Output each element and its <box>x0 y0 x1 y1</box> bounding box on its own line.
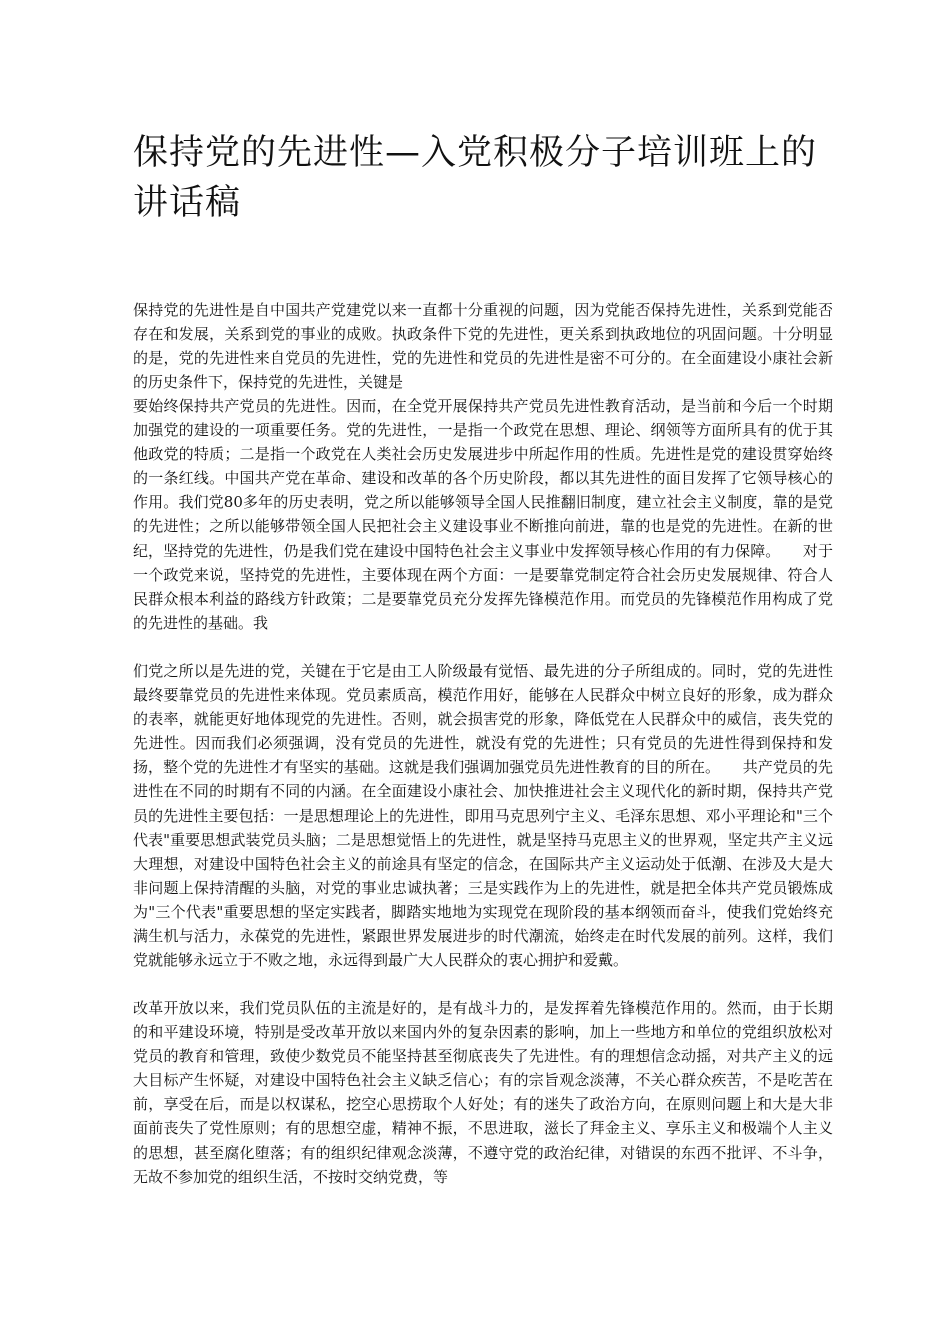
paragraph-1: 保持党的先进性是自中国共产党建党以来一直都十分重视的问题，因为党能否保持先进性，关系到党能否存在和发展，关系到党的事业的成败。执政条件下党的先进性，更关系到执政地位的巩固问题。十分明显的是，党的先进性来自党员的先进性，党的先进性和党员的先进性是密不可分的。在全面建设小康社会新的历史条件下，保持党的先进性，关键是 <box>133 301 833 392</box>
paragraph-3: 们党之所以是先进的党，关键在于它是由工人阶级最有觉悟、最先进的分子所组成的。同时，党的先进性最终要靠党员的先进性来体现。党员素质高，模范作用好，能够在人民群众中树立良好的形象，成为群众的表率，就能更好地体现党的先进性。否则，就会损害党的形象，降低党在人民群众中的威信，丧失党的先进性。因而我们必须强调，没有党员的先进性，就没有党的先进性；只有党员的先进性得到保持和发扬，整个党的先进性才有坚实的基础。这就是我们强调加强党员先进性教育的目的所在。 共产党员的先进性在不同的时期有不同的内涵。在全面建设小康社会、加快推进社会主义现代化的新时期，保持共产党员的先进性主要包括：一是思想理论上的先进性，即用马克思列宁主义、毛泽东思想、邓小平理论和"三个代表"重要思想武装党员头脑；二是思想觉悟上的先进性，就是坚持马克思主义的世界观，坚定共产主义远大理想，对建设中国特色社会主义的前途具有坚定的信念，在国际共产主义运动处于低潮、在涉及大是大非问题上保持清醒的头脑，对党的事业忠诚执著；三是实践作为上的先进性，就是把全体共产党员锻炼成为"三个代表"重要思想的坚定实践者，脚踏实地地为实现党在现阶段的基本纲领而奋斗，使我们党始终充满生机与活力，永葆党的先进性，紧跟世界发展进步的时代潮流，始终走在时代发展的前列。这样，我们党就能够永远立于不败之地，永远得到最广大人民群众的衷心拥护和爱戴。 <box>133 662 833 970</box>
paragraph-2: 要始终保持共产党员的先进性。因而，在全党开展保持共产党员先进性教育活动，是当前和今后一个时期加强党的建设的一项重要任务。党的先进性，一是指一个政党在思想、理论、纲领等方面所具有的优于其他政党的特质；二是指一个政党在人类社会历史发展进步中所起作用的性质。先进性是党的建设贯穿始终的一条红线。中国共产党在革命、建设和改革的各个历史阶段，都以其先进性的面目发挥了它领导核心的作用。我们党80多年的历史表明，党之所以能够领导全国人民推翻旧制度，建立社会主义制度，靠的是党的先进性；之所以能够带领全国人民把社会主义建设事业不断推向前进，靠的也是党的先进性。在新的世纪，坚持党的先进性，仍是我们党在建设中国特色社会主义事业中发挥领导核心作用的有力保障。 对于一个政党来说，坚持党的先进性，主要体现在两个方面：一是要靠党制定符合社会历史发展规律、符合人民群众根本利益的路线方针政策；二是要靠党员充分发挥先锋模范作用。而党员的先锋模范作用构成了党的先进性的基础。我 <box>133 397 833 632</box>
document-body <box>133 298 833 1214</box>
document-title: 保持党的先进性—入党积极分子培训班上的讲话稿 <box>133 133 818 223</box>
paragraph-4: 改革开放以来，我们党员队伍的主流是好的，是有战斗力的，是发挥着先锋模范作用的。然而，由于长期的和平建设环境，特别是受改革开放以来国内外的复杂因素的影响，加上一些地方和单位的党组织放松对党员的教育和管理，致使少数党员不能坚持甚至彻底丧失了先进性。有的理想信念动摇，对共产主义的远大目标产生怀疑，对建设中国特色社会主义缺乏信心；有的宗旨观念淡薄，不关心群众疾苦，不是吃苦在前，享受在后，而是以权谋私，挖空心思捞取个人好处；有的迷失了政治方向，在原则问题上和大是大非面前丧失了党性原则；有的思想空虚，精神不振，不思进取，滋长了拜金主义、享乐主义和极端个人主义的思想，甚至腐化堕落；有的组织纪律观念淡薄，不遵守党的政治纪律，对错误的东西不批评、不斗争，无故不参加党的组织生活，不按时交纳党费，等 <box>133 999 833 1186</box>
